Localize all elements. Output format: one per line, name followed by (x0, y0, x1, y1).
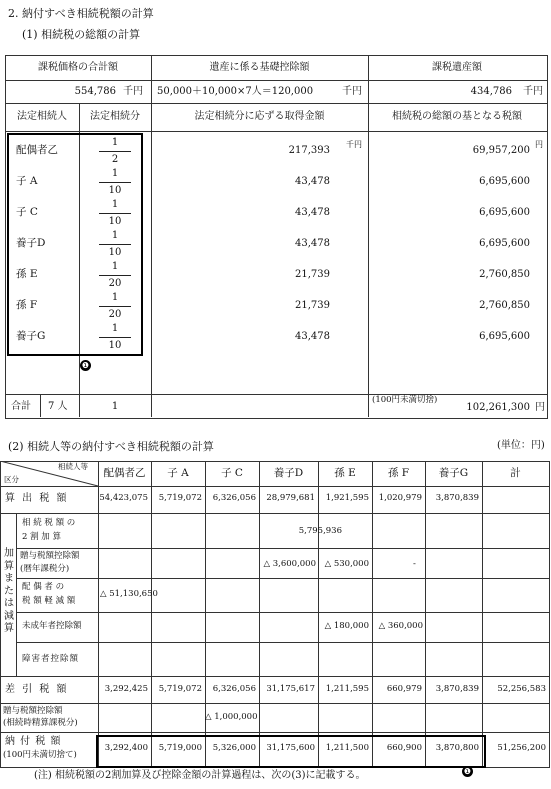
acquired-amount-value: 43,478 (295, 176, 330, 187)
heir-name: 養子D (16, 237, 46, 249)
acquired-amount-value: 21,739 (295, 269, 330, 280)
label-spouse-reduction-1: 配 偶 者 の (22, 582, 65, 592)
label-disability-deduction: 障害者控除額 (22, 654, 80, 664)
heir-name: 配偶者乙 (16, 144, 58, 156)
header-base-tax: 相続税の総額の基となる税額 (392, 111, 522, 122)
share-denominator: 10 (108, 247, 122, 258)
heir-name: 子 A (16, 175, 38, 187)
label-net-tax: 差 引 税 額 (5, 684, 69, 695)
row-value: 1,211,595 (325, 684, 369, 694)
subsection-heading-2: (2) 相続人等の納付すべき相続税額の計算 (8, 440, 214, 453)
total-label: 合計 (11, 401, 31, 412)
total-share: 1 (111, 401, 119, 412)
row-value: 5,719,072 (158, 684, 202, 694)
value-minor-deduction-e: △ 180,000 (324, 621, 369, 631)
row-value: 3,292,400 (104, 743, 148, 753)
value-20pct-addition-d: 5,795,936 (298, 526, 342, 536)
acquired-amount-value: 43,478 (295, 238, 330, 249)
unit-note: (単位：円) (497, 440, 545, 451)
row-value: 660,979 (386, 684, 422, 694)
header-acquired-amount: 法定相続分に応ずる取得金額 (194, 111, 325, 122)
total-tax-value: 102,261,300 (466, 402, 530, 413)
unit-en-tax: 円 (535, 140, 543, 149)
label-settlement-credit-2: (相続時精算課税分) (3, 718, 78, 728)
rounding-note: (100円未満切捨) (372, 395, 438, 405)
row-value: 1,211,500 (325, 743, 369, 753)
row-value: 6,326,056 (212, 493, 256, 503)
highlight-box-payable (96, 735, 486, 768)
row-value: 1,921,595 (325, 493, 369, 503)
base-tax-value: 2,760,850 (479, 269, 530, 280)
total-tax-unit: 円 (535, 402, 545, 413)
label-payable-tax-2: (100円未満切捨て) (3, 750, 77, 760)
label-computed-tax: 算 出 税 額 (5, 493, 69, 504)
base-tax-value: 6,695,600 (479, 176, 530, 187)
label-add-or-subtract: 加 算 ま た は 減 算 (4, 548, 14, 634)
total-heir-count: 7 人 (48, 401, 68, 412)
row-value: 3,870,839 (435, 684, 479, 694)
unit-senen-1: 千円 (123, 86, 143, 97)
label-minor-deduction: 未成年者控除額 (22, 621, 82, 631)
statutory-share-fraction (95, 262, 135, 289)
statutory-share-fraction (95, 169, 135, 196)
value-settlement-credit-c: △ 1,000,000 (205, 712, 258, 722)
unit-senen-2: 千円 (342, 86, 362, 97)
heir-name: 孫 E (16, 268, 38, 280)
column-header: 孫 E (334, 467, 356, 479)
row-value: 52,256,583 (497, 684, 546, 694)
footnote: (注) 相続税額の2割加算及び控除金額の計算過程は、次の(3)に記載する。 (34, 770, 366, 781)
corner-category-label: 区分 (4, 475, 19, 484)
column-header: 養子G (438, 467, 469, 479)
acquired-amount-value: 21,739 (295, 300, 330, 311)
column-header: 計 (510, 467, 521, 479)
value-minor-deduction-f: △ 360,000 (378, 621, 423, 631)
row-value: 28,979,681 (266, 493, 315, 503)
base-tax-value: 2,760,850 (479, 300, 530, 311)
label-spouse-reduction-2: 税 額 軽 減 額 (22, 596, 76, 606)
kazei-total-value: 554,786 (74, 86, 116, 97)
label-20pct-addition-2: 2 割 加 算 (22, 532, 62, 542)
share-denominator: 10 (108, 340, 122, 351)
share-numerator: 1 (111, 261, 119, 272)
marker-1-icon-table2: ❶ (463, 767, 472, 776)
taxable-estate-value: 434,786 (470, 86, 512, 97)
base-tax-value: 6,695,600 (479, 207, 530, 218)
row-value: 5,326,000 (212, 743, 256, 753)
share-denominator: 10 (108, 216, 122, 227)
row-value: 1,020,979 (378, 493, 422, 503)
acquired-amount-value: 43,478 (295, 207, 330, 218)
label-gift-credit-2: (暦年課税分) (20, 564, 70, 574)
row-value: 3,292,425 (104, 684, 148, 694)
row-value: 5,719,072 (158, 493, 202, 503)
marker-1-icon: ❶ (81, 361, 90, 370)
value-spouse-reduction: △ 51,130,650 (100, 589, 158, 599)
label-gift-credit-1: 贈与税額控除額 (20, 551, 80, 561)
section-heading: 2. 納付すべき相続税額の計算 (8, 7, 154, 20)
row-value: 51,256,200 (497, 743, 546, 753)
base-tax-value: 69,957,200 (472, 145, 530, 156)
unit-senen-amount: 千円 (346, 140, 362, 149)
acquired-amount-value: 43,478 (295, 331, 330, 342)
header-basic-deduction: 遺産に係る基礎控除額 (209, 62, 310, 73)
column-header: 養子D (273, 467, 304, 479)
row-value: 3,870,839 (435, 493, 479, 503)
statutory-share-fraction (95, 324, 135, 351)
corner-heirs-label: 相続人等 (58, 462, 88, 471)
column-header: 子 C (221, 467, 243, 479)
statutory-share-fraction (95, 200, 135, 227)
heir-name: 孫 F (16, 299, 38, 311)
value-gift-credit-e: △ 530,000 (324, 559, 369, 569)
header-statutory-heirs: 法定相続人 (17, 111, 67, 122)
heir-name: 養子G (16, 330, 46, 342)
row-value: 3,870,800 (435, 743, 479, 753)
statutory-share-fraction (95, 138, 135, 165)
value-gift-credit-f: - (413, 559, 416, 569)
value-gift-credit-d: △ 3,600,000 (263, 559, 316, 569)
share-numerator: 1 (111, 292, 119, 303)
label-payable-tax-1: 納 付 税 額 (5, 736, 62, 747)
column-header: 配偶者乙 (103, 467, 146, 479)
header-statutory-share: 法定相続分 (90, 111, 140, 122)
header-taxable-estate: 課税遺産額 (432, 62, 482, 73)
unit-senen-3: 千円 (523, 86, 543, 97)
subsection-heading-1: (1) 相続税の総額の計算 (22, 28, 141, 41)
share-denominator: 20 (108, 278, 122, 289)
share-denominator: 20 (108, 309, 122, 320)
label-20pct-addition-1: 相 続 税 額 の (22, 518, 76, 528)
heir-name: 子 C (16, 206, 38, 218)
row-value: 5,719,000 (158, 743, 202, 753)
row-value: 54,423,075 (99, 493, 148, 503)
base-tax-value: 6,695,600 (479, 238, 530, 249)
row-value: 660,900 (386, 743, 422, 753)
share-denominator: 10 (108, 185, 122, 196)
share-numerator: 1 (111, 199, 119, 210)
row-value: 6,326,056 (212, 684, 256, 694)
share-denominator: 2 (111, 154, 119, 165)
label-settlement-credit-1: 贈与税額控除額 (3, 706, 63, 716)
acquired-amount-value: 217,393 (288, 145, 330, 156)
header-kazei-total: 課税価格の合計額 (38, 62, 118, 73)
row-value: 31,175,617 (266, 684, 315, 694)
base-tax-value: 6,695,600 (479, 331, 530, 342)
share-numerator: 1 (111, 323, 119, 334)
share-numerator: 1 (111, 137, 119, 148)
column-header: 子 A (167, 467, 189, 479)
column-header: 孫 F (387, 467, 410, 479)
share-numerator: 1 (111, 230, 119, 241)
statutory-share-fraction (95, 293, 135, 320)
share-numerator: 1 (111, 168, 119, 179)
statutory-share-fraction (95, 231, 135, 258)
basic-deduction-formula: 50,000＋10,000×7人＝120,000 (157, 86, 314, 97)
row-value: 31,175,600 (266, 743, 315, 753)
